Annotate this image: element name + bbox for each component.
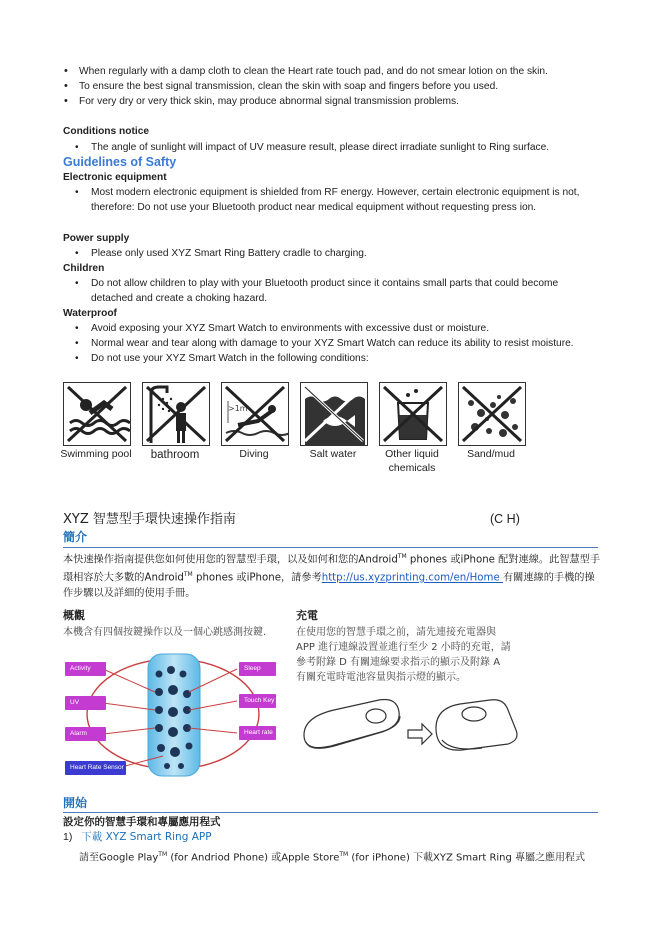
intro-text [63, 549, 603, 601]
start-subheading: 設定你的智慧手環和專屬應用程式 [63, 816, 221, 828]
tm-mark: TM [397, 553, 407, 560]
start-heading: 開始 [63, 796, 88, 810]
touch-key-label: Touch Key [239, 694, 276, 708]
caption-chemicals: Other liquid chemicals [385, 448, 439, 474]
step-number: 1) [63, 831, 73, 843]
power-item: • Please only used XYZ Smart Ring Battery cradle to charging. [63, 246, 603, 261]
waterproof-list [63, 321, 593, 366]
charger-illustration [296, 690, 526, 765]
liquid-chemicals-icon [379, 382, 447, 446]
uv-label: UV [65, 696, 106, 710]
electronic-item: • Most modern electronic equipment is shielded from RF energy. However, certain electronic equipment is not, therefore: Do not use your Bluetooth product near medical equipment without requesting press ion. [63, 185, 605, 215]
swimming-icon [63, 382, 131, 446]
caption-diving: Diving [239, 448, 269, 460]
caption-swimming: Swimming pool [60, 448, 132, 460]
salt-water-icon [300, 382, 368, 446]
intro-text-c: phones 或iPhone，請參考 [192, 572, 322, 584]
download-text-a: 請至Google Play [79, 852, 159, 864]
tm-mark: TM [183, 571, 193, 579]
overview-heading: 概觀 [63, 609, 85, 622]
xyz-home-link[interactable]: http://us.xyzprinting.com/en/Home [321, 572, 503, 584]
step-1 [63, 830, 212, 845]
diving-icon [221, 382, 289, 446]
electronic-heading: Electronic equipment [63, 172, 167, 183]
waterproof-item: • Normal wear and tear along with damage to your XYZ Smart Watch can reduce its ability to resist moisture. [63, 336, 593, 351]
download-instructions [79, 847, 585, 865]
caption-sand: Sand/mud [467, 448, 515, 460]
device-diagram [63, 652, 283, 780]
sensor-label: Heart Rate Sensor [65, 761, 126, 775]
sleep-label: Sleep [239, 662, 276, 676]
charging-heading: 充電 [296, 609, 318, 622]
start-rule [63, 812, 598, 813]
children-list [63, 276, 583, 306]
ch-lang: (C H) [490, 512, 520, 526]
children-heading: Children [63, 263, 105, 274]
waterproof-heading: Waterproof [63, 308, 117, 319]
intro-heading: 簡介 [63, 530, 88, 544]
conditions-item: • The angle of sunlight will impact of UV measure result, please direct irradiate sunlight to Ring surface. [63, 140, 608, 155]
intro-rule [63, 547, 598, 548]
caption-salt-water: Salt water [309, 448, 357, 460]
waterproof-item: • Avoid exposing your XYZ Smart Watch to environments with excessive dust or moisture. [63, 321, 593, 336]
caption-bathroom: bathroom [150, 449, 200, 461]
care-item: • To ensure the best signal transmission, clean the skin with soap and fingers before you used. [51, 79, 611, 94]
download-text-b: (for Andriod Phone) 或Apple Store [167, 852, 340, 864]
charging-text: 在使用您的智慧手環之前，請先連接充電器與 APP 進行連線設置並進行至少 2 小時的充電，請參考附錄 D 有關連線要求指示的顯示及附錄 A 有關充電時電池容量與指示燈的顯示。 [296, 627, 511, 683]
power-list [63, 246, 603, 261]
download-app-link[interactable]: 下載 XYZ Smart Ring APP [81, 831, 212, 843]
heart-rate-label: Heart rate [239, 726, 276, 740]
electronic-list [63, 185, 605, 215]
activity-label: Activity [65, 662, 106, 676]
intro-text-a: 本快速操作指南提供您如何使用您的智慧型手環，以及如何和您的Android [63, 554, 398, 566]
overview-text: 本機含有四個按鍵操作以及一個心跳感測按鍵. [63, 627, 267, 638]
care-list [51, 64, 611, 109]
shower-icon [142, 382, 210, 446]
tm-mark: TM [339, 851, 349, 858]
sand-mud-icon [458, 382, 526, 446]
care-item: • When regularly with a damp cloth to clean the Heart rate touch pad, and do not smear lotion on the skin. [51, 64, 611, 79]
intro-text-b: phones 或iPhone 配對連線。此智慧型手環相容於大多數的Android [63, 554, 601, 584]
ch-title: XYZ 智慧型手環快速操作指南 [63, 512, 236, 527]
waterproof-item: • Do not use your XYZ Smart Watch in the following conditions: [63, 351, 593, 366]
guidelines-heading: Guidelines of Safty [63, 155, 177, 169]
children-item: • Do not allow children to play with your Bluetooth product since it contains small parts that could become detached and create a choking hazard. [63, 276, 583, 306]
power-heading: Power supply [63, 233, 130, 244]
depth-label: >1m [228, 404, 248, 413]
tm-mark: TM [158, 851, 168, 858]
care-item: • For very dry or very thick skin, may produce abnormal signal transmission problems. [51, 94, 611, 109]
alarm-label: Alarm [65, 727, 106, 741]
conditions-heading: Conditions notice [63, 126, 150, 137]
download-text-c: (for iPhone) 下載XYZ Smart Ring 專屬之應用程式 [348, 852, 586, 864]
conditions-list [63, 140, 608, 155]
intro-text-d: 有關連線的手機的操作步驟以及詳細的使用手冊。 [63, 572, 595, 599]
